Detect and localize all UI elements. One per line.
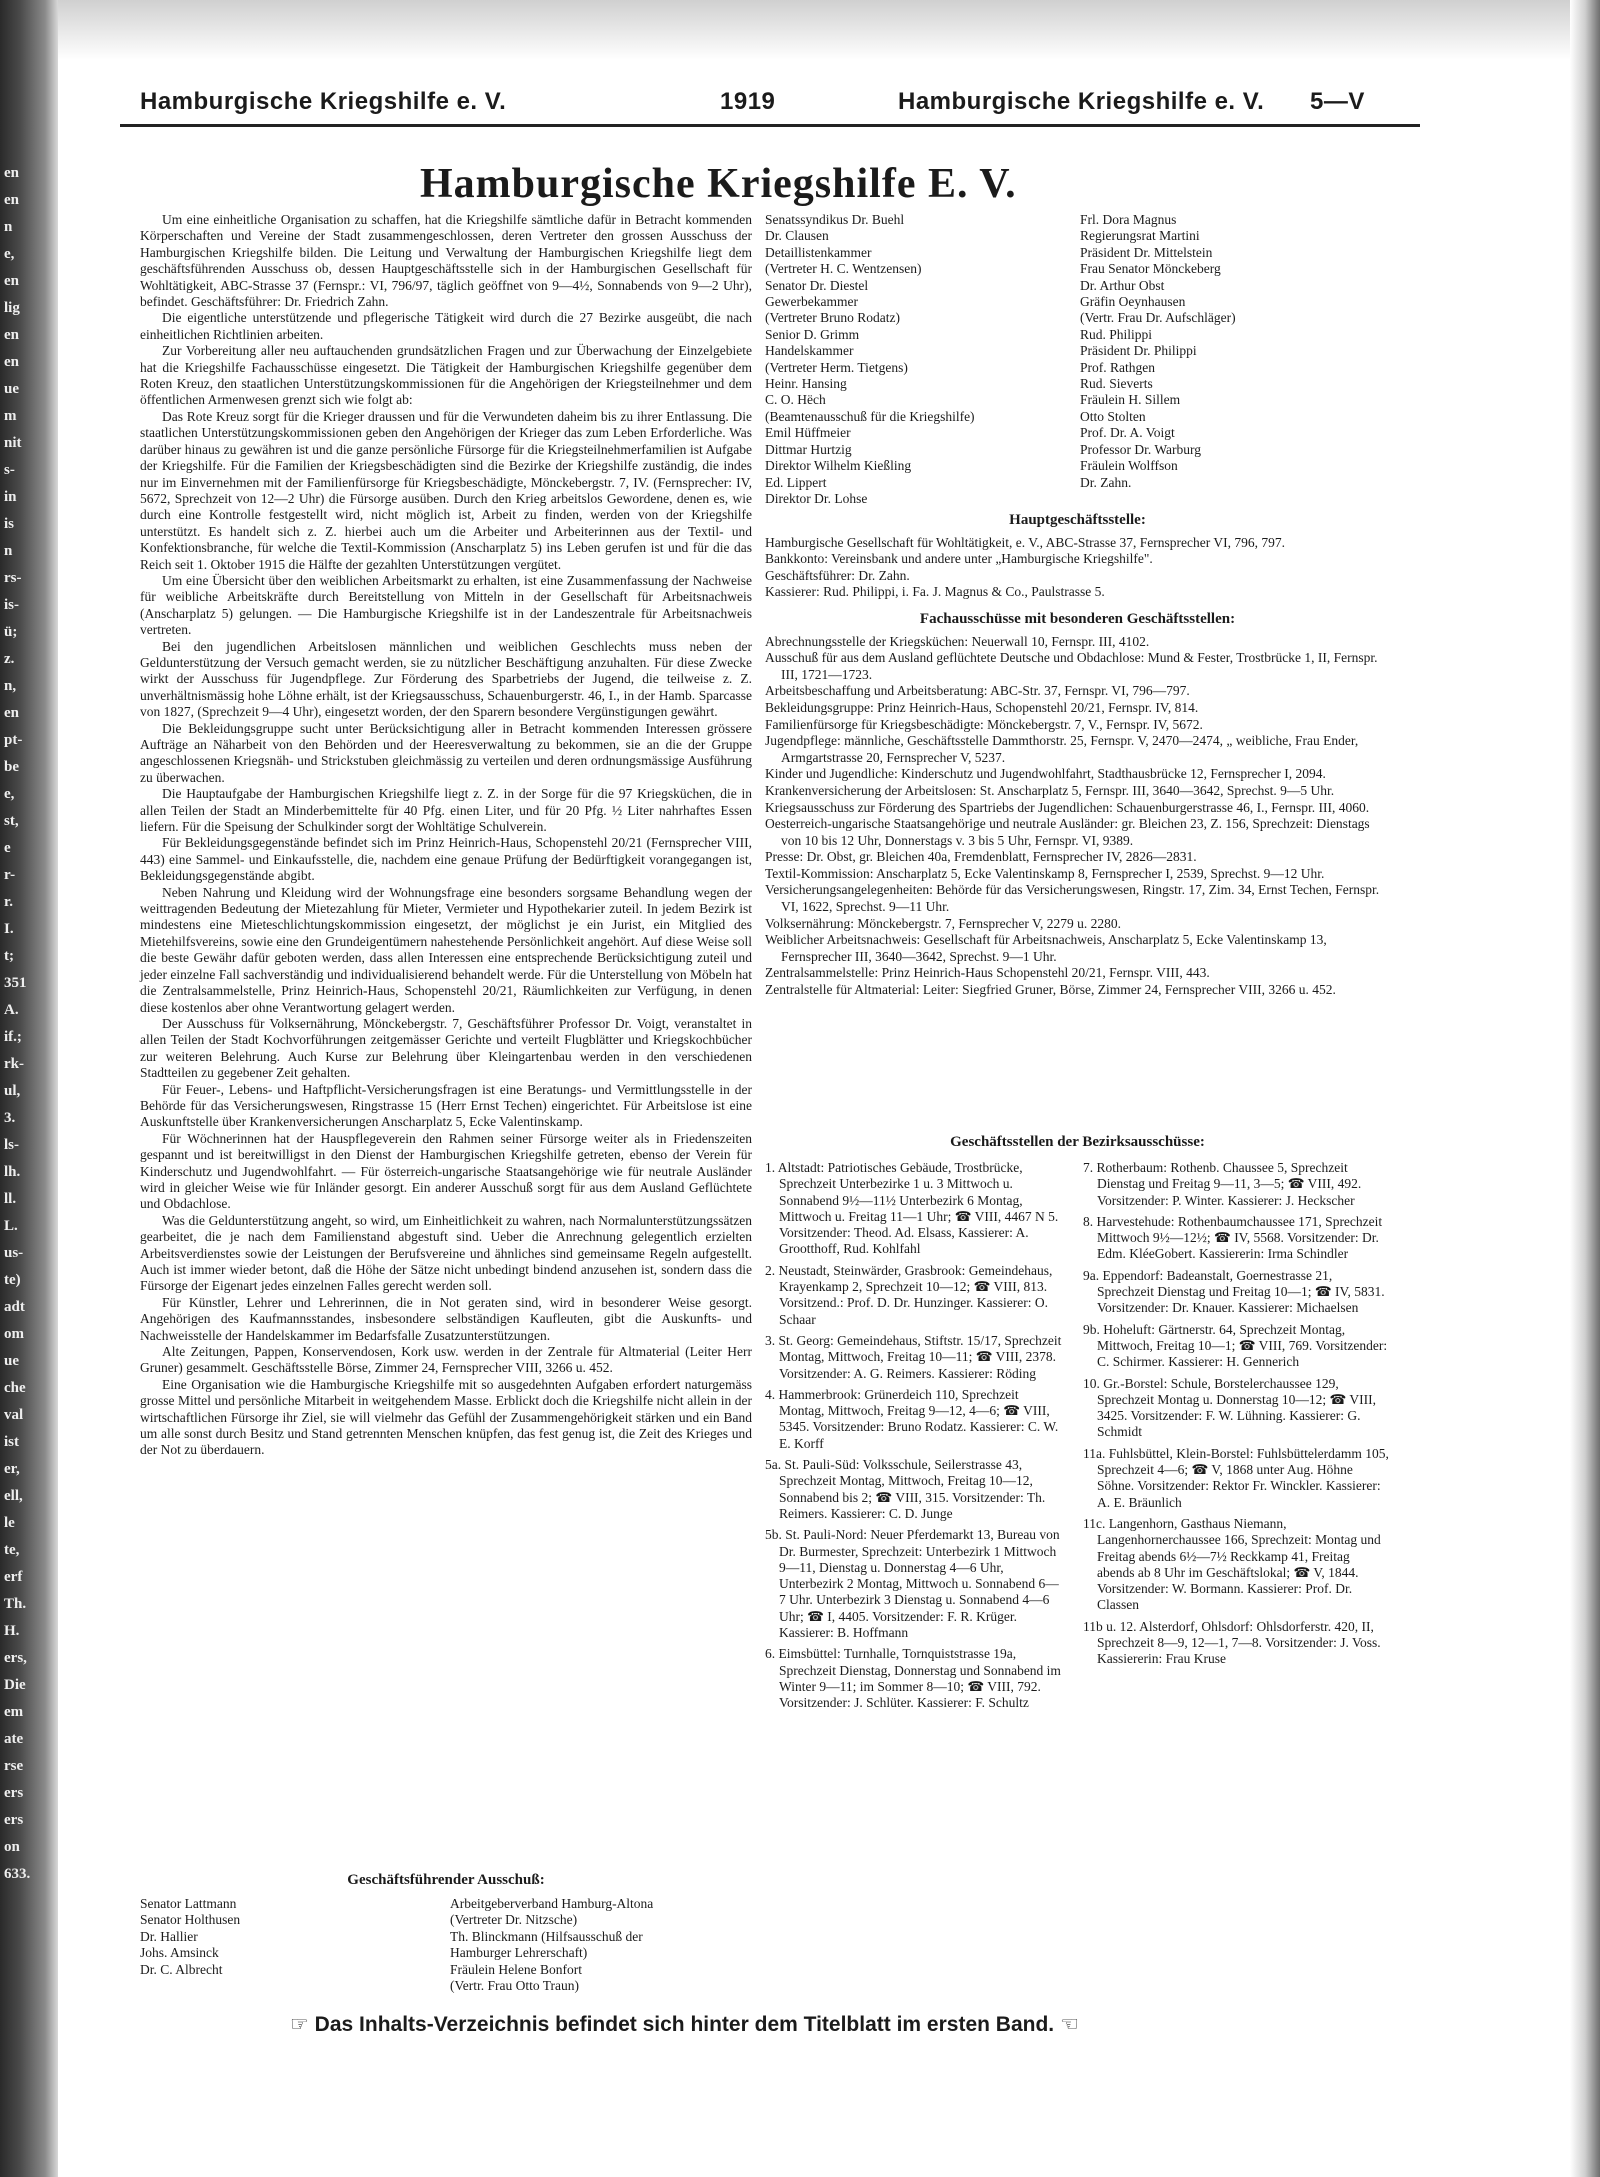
committee-entry: Arbeitsbeschaffung und Arbeitsberatung: ABC-Str. 37, Fernspr. VI, 796—797. — [765, 683, 1190, 699]
member-name: Rud. Sieverts — [1080, 376, 1153, 392]
prev-page-fragment: te, — [4, 1542, 20, 1558]
prev-page-fragment: che — [4, 1380, 26, 1396]
district-entry: 11c. Langenhorn, Gasthaus Niemann, Langenhornerchaussee 166, Sprechzeit: Montag und Freitag abends 6½—7½ Reckkamp 41, Freitag abends ab 8 Uhr im Geschäftslokal; ☎ V, 1844. Vorsitzender: W. Bormann. Kassierer: Prof. Dr. Classen — [1083, 1515, 1381, 1613]
prev-page-fragment: L. — [4, 1218, 18, 1234]
prev-page-fragment: ers — [4, 1812, 24, 1828]
prev-page-fragment: Die — [4, 1677, 26, 1693]
prev-page-fragment: ü; — [4, 624, 18, 640]
running-head-right: Hamburgische Kriegshilfe e. V. — [898, 88, 1265, 115]
pointing-hand-icon: ☞ — [290, 2013, 315, 2036]
member-name: C. O. Hëch — [765, 392, 826, 408]
prev-page-fragment: val — [4, 1407, 24, 1423]
committee-entry: Kriegsausschuss zur Förderung des Spartriebs der Jugendlichen: Schauenburgerstrasse 46, I., Fernspr. III, 4060. — [765, 799, 1370, 815]
prev-page-fragment: n, — [4, 678, 17, 694]
member-name: Dr. Zahn. — [1080, 474, 1132, 490]
prev-page-fragment: ll. — [4, 1191, 17, 1207]
prev-page-fragment: e, — [4, 786, 15, 802]
running-head-year: 1919 — [720, 88, 776, 115]
district-entry: 11a. Fuhlsbüttel, Klein-Borstel: Fuhlsbüttelerdamm 105, Sprechzeit 4—6; ☎ V, 1868 unter Aug. Höhne Söhne. Vorsitzender: Rektor Fr. Winckler. Kassierer: A. E. Bräunlich — [1083, 1445, 1389, 1510]
member-name: Otto Stolten — [1080, 408, 1146, 424]
member-name: Präsident Dr. Mittelstein — [1080, 244, 1213, 260]
prev-page-fragment: A. — [4, 1002, 19, 1018]
committee-entry: Volksernährung: Mönckebergstr. 7, Fernsprecher V, 2279 u. 2280. — [765, 915, 1121, 931]
prev-page-fragment: n — [4, 543, 13, 559]
committee-entry: Weiblicher Arbeitsnachweis: Gesellschaft für Arbeitsnachweis, Anscharplatz 5, Ecke Valentinskamp 13, Fernsprecher III, 3640—3642, Sprechst. 9—1 Uhr. — [765, 932, 1327, 964]
member-name: Prof. Rathgen — [1080, 359, 1155, 375]
prev-page-fragment: ist — [4, 1434, 19, 1450]
prev-page-fragment: nit — [4, 435, 22, 451]
prev-page-fragment: ue — [4, 381, 19, 397]
prev-page-fragment: H. — [4, 1623, 20, 1639]
paragraph: Die Bekleidungsgruppe sucht unter Berücksichtigung aller in Betracht kommenden Interessen grössere Aufträge an Näharbeit von den Behörden und der Heeresverwaltung zu bekommen, sie an die der Gruppe angeschlossenen Kriegsnäh- und Strickstuben gleichmässig zu verteilen und deren ordnungsmässige Ausführung zu überwachen. — [140, 720, 752, 785]
prev-page-fragment: r- — [4, 867, 16, 883]
gfa-member: Fräulein Helene Bonfort — [450, 1961, 582, 1977]
member-name: Frau Senator Mönckeberg — [1080, 261, 1221, 277]
district-entry: 1. Altstadt: Patriotisches Gebäude, Trostbrücke, Sprechzeit Unterbezirke 1 u. 3 Mittwoch u. Sonnabend 9½—11½ Unterbezirk 6 Montag, Mittwoch u. Freitag 11—1 Uhr; ☎ VIII, 4467 N 5. Vorsitzender: Theod. Ad. Elsass, Kassierer: A. Grootthoff, Rud. Kohlfahl — [765, 1160, 1059, 1257]
paragraph: Bei den jugendlichen Arbeitslosen männlichen und weiblichen Geschlechts muss neben der Geldunterstützung der Versuch gemacht werden, sie zu nützlicher Beschäftigung anzuhalten. Für diese Zwecke wirkt der Ausschuss für Jugendpflege. Zur Förderung des Sparbetriebs der Jugend, die teilweise z. Z. unverhältnismässig hohe Löhne erhält, ist der Kriegsausschuss, Schauenburgerstr. 46, I., in der Hamb. Sparcasse von 1827, (Sprechzeit 9—4 Uhr), eingesetzt worden, der den Sparern besondere Vergünstigungen gewährt. — [140, 638, 752, 720]
prev-page-fragment: n — [4, 219, 13, 235]
committee-entry: Familienfürsorge für Kriegsbeschädigte: Mönckebergstr. 7, V., Fernspr. IV, 5672. — [765, 716, 1203, 732]
gfa-member: Senator Holthusen — [140, 1912, 241, 1928]
prev-page-fragment: le — [4, 1515, 15, 1531]
prev-page-fragment: e, — [4, 246, 15, 262]
gfa-member: (Vertr. Frau Otto Traun) — [450, 1978, 579, 1994]
member-name: Emil Hüffmeier — [765, 425, 851, 441]
gfa-member: Dr. C. Albrecht — [140, 1961, 223, 1977]
prev-page-fragment: on — [4, 1839, 20, 1855]
prev-page-fragment: 351 — [4, 975, 27, 991]
district-entry: 5b. St. Pauli-Nord: Neuer Pferdemarkt 13, Bureau von Dr. Burmester, Sprechzeit: Unterbezirk 1 Mittwoch 9—11, Dienstag u. Donnerstag 4—6 Uhr, Unterbezirk 2 Montag, Mittwoch u. Sonnabend 6—7 Uhr. Unterbezirk 3 Dienstag u. Sonnabend 4—6 Uhr; ☎ I, 4405. Vorsitzender: F. R. Krüger. Kassierer: B. Hoffmann — [765, 1527, 1060, 1641]
prev-page-fragment: lh. — [4, 1164, 21, 1180]
paragraph: Das Rote Kreuz sorgt für die Krieger draussen und für die Verwundeten daheim bis zu ihrer Entlassung. Die staatlichen Unterstützungskommissionen geben den Angehörigen der Krieger das zum Leben Erforderliche. Was darüber hinaus zu gewähren ist und die ganze persönliche Fürsorge für die Kriegsteilnehmerfamilien ist Aufgabe der Kriegshilfe. Für die Familien der Kriegsbeschädigten sind die Bezirke der Kriegshilfe zuständig, die indes nur im Einvernehmen mit der Familienfürsorge für Kriegsbeschädigte, Mönckebergstr. 7, IV. (Fernsprecher: IV, 5672, Sprechzeit von 12—2 Uhr) die Fürsorge ausüben. Durch den Krieg arbeitslos Gewordene, denen es, wie durch eine Kontrolle festgestellt wird, nicht möglich ist, Arbeit zu finden, werden von der Kriegshilfe unterstützt. Es handelt sich z. Z. hierbei auch um die Arbeiter und Arbeiterinnen aus der Textil- und Konfektionsbranche, für welche die Textil-Kommission (Anscharplatz 5) ins Leben gerufen ist und für die das Reich seit 1. Oktober 1915 die Hälfte der gezahlten Unterstützungen vergütet. — [140, 408, 752, 572]
member-name: Senatssyndikus Dr. Buehl — [765, 212, 905, 227]
previous-page-edge — [0, 160, 56, 1960]
prev-page-fragment: in — [4, 489, 17, 505]
member-name: Dr. Arthur Obst — [1080, 277, 1165, 293]
member-name: Direktor Wilhelm Kießling — [765, 458, 912, 474]
district-entry: 5a. St. Pauli-Süd: Volksschule, Seilerstrasse 43, Sprechzeit Montag, Mittwoch, Freitag 10—12, Sonnabend bis 2; ☎ VIII, 315. Vorsitzender: Th. Reimers. Kassierer: C. D. Junge — [765, 1457, 1046, 1521]
prev-page-fragment: 633. — [4, 1866, 31, 1882]
paragraph: Für Bekleidungsgegenstände befindet sich im Prinz Heinrich-Haus, Schopenstehl 20/21 (Fernsprecher VIII, 443) eine Sammel- und Einkaufsstelle, die, nachdem eine genaue Prüfung der Bedürftigkeit vorangegangen ist, Bekleidungsgegenstände abgibt. — [140, 835, 752, 884]
committee-entry: Zentralstelle für Altmaterial: Leiter: Siegfried Gruner, Börse, Zimmer 24, Fernsprecher VIII, 3266 u. 452. — [765, 982, 1336, 998]
member-name: Frl. Dora Magnus — [1080, 212, 1177, 227]
member-name: Gräfin Oeynhausen — [1080, 294, 1186, 310]
member-name: Handelskammer — [765, 343, 854, 359]
top-shade — [58, 0, 1570, 60]
prev-page-fragment: ers — [4, 1785, 24, 1801]
member-name: Fräulein Wolffson — [1080, 458, 1178, 474]
member-name: Senior D. Grimm — [765, 326, 860, 342]
prev-page-fragment: t; — [4, 948, 14, 964]
bezirke-block — [765, 1134, 1390, 1711]
prev-page-fragment: en — [4, 165, 19, 181]
committee-entry: Abrechnungsstelle der Kriegsküchen: Neuerwall 10, Fernspr. III, 4102. — [765, 633, 1150, 649]
prev-page-fragment: adt — [4, 1299, 25, 1315]
member-name: (Vertreter H. C. Wentzensen) — [765, 261, 922, 277]
prev-page-fragment: en — [4, 327, 19, 343]
prev-page-fragment: s- — [4, 462, 15, 478]
bezirke-heading: Geschäftsstellen der Bezirksausschüsse: — [950, 1134, 1205, 1150]
prev-page-fragment: ls- — [4, 1137, 19, 1153]
prev-page-fragment: st, — [4, 813, 19, 829]
member-name: Direktor Dr. Lohse — [765, 490, 868, 506]
page-number: 5—V — [1310, 88, 1365, 115]
committee-entry: Presse: Dr. Obst, gr. Bleichen 40a, Fremdenblatt, Fernsprecher IV, 2826—2831. — [765, 849, 1197, 865]
district-entry: 2. Neustadt, Steinwärder, Grasbrook: Gemeindehaus, Krayenkamp 2, Sprechzeit 10—12; ☎ VIII, 813. Vorsitzend.: Prof. D. Dr. Hunzinger. Kassierer: O. Schaar — [765, 1262, 1053, 1327]
footer-text: Das Inhalts-Verzeichnis befindet sich hinter dem Titelblatt im ersten Band. — [314, 2013, 1055, 2036]
gfa-member: Arbeitgeberverband Hamburg-Altona — [450, 1896, 654, 1911]
prev-page-fragment: if.; — [4, 1029, 22, 1045]
gfa-block — [140, 1872, 752, 1994]
paragraph: Für Künstler, Lehrer und Lehrerinnen, die in Not geraten sind, wird in besonderer Weise gesorgt. Angehörigen des Kaufmannsstandes, insbesondere selbständigen Kaufleuten, gibt die Auskunfts- und Nachweisstelle der Handelskammer im Bedarfsfalle Zusatzunterstützungen. — [140, 1294, 752, 1343]
member-name: Gewerbekammer — [765, 294, 858, 310]
members-list-middle — [765, 212, 1065, 507]
gfa-member: (Vertreter Dr. Nitzsche) — [450, 1912, 578, 1928]
gfa-right-list — [450, 1896, 750, 1994]
gfa-left-list — [140, 1896, 440, 1978]
hauptgeschaeftsstelle-heading: Hauptgeschäftsstelle: — [1009, 512, 1146, 528]
member-name: Fräulein H. Sillem — [1080, 392, 1181, 408]
fachausschuesse-heading: Fachausschüsse mit besonderen Geschäftsstellen: — [919, 610, 1236, 627]
running-head-left: Hamburgische Kriegshilfe e. V. — [140, 88, 507, 115]
paragraph: Eine Organisation wie die Hamburgische Kriegshilfe mit so ausgedehnten Aufgaben erfordert naturgemäss grosse Mittel und persönliche Mitarbeit in weitgehendem Masse. Erblickt doch die Kriegshilfe nicht allein in der wirtschaftlichen Fürsorge ihr Ziel, sie will vielmehr das Gefühl der Zusammengehörigkeit stärken und ein Band um alle sonst durch Besitz und Stand getrennten Menschen knüpfen, das fest genug ist, die Zeit des Krieges und der Not zu überdauern. — [140, 1376, 752, 1458]
prev-page-fragment: lig — [4, 300, 20, 316]
gfa-member: Johs. Amsinck — [140, 1945, 219, 1961]
committee-entry: Krankenversicherung der Arbeitslosen: St. Anscharplatz 5, Fernspr. III, 3640—3642, Sprechst. 9—5 Uhr. — [765, 782, 1335, 798]
prev-page-fragment: is- — [4, 597, 19, 613]
committee-entry: Ausschuß für aus dem Ausland geflüchtete Deutsche und Obdachlose: Mund & Fester, Trostbrücke 1, II, Fernspr. III, 1721—1723. — [765, 650, 1378, 682]
district-entry: 8. Harvestehude: Rothenbaumchaussee 171, Sprechzeit Mittwoch 9½—12½; ☎ IV, 5568. Vorsitzender: Dr. Edm. KléeGobert. Kassiererin: Irma Schindler — [1083, 1213, 1383, 1262]
member-name: (Vertreter Herm. Tietgens) — [765, 359, 908, 375]
prev-page-fragment: be — [4, 759, 19, 775]
office-line: Hamburgische Gesellschaft für Wohltätigkeit, e. V., ABC-Strasse 37, Fernsprecher VI, 796, 797. — [765, 534, 1285, 550]
member-name: Detaillistenkammer — [765, 244, 872, 260]
district-entry: 9a. Eppendorf: Badeanstalt, Goernestrasse 21, Sprechzeit Dienstag und Freitag 10—1; ☎ IV, 5831. Vorsitzender: Dr. Knauer. Kassierer: Michaelsen — [1083, 1267, 1385, 1316]
member-name: Professor Dr. Warburg — [1080, 441, 1202, 457]
office-line: Kassierer: Rud. Philippi, i. Fa. J. Magnus & Co., Paulstrasse 5. — [765, 584, 1105, 600]
prev-page-fragment: om — [4, 1326, 24, 1342]
prev-page-fragment: I. — [4, 921, 14, 937]
district-entry: 10. Gr.-Borstel: Schule, Borstelerchaussee 129, Sprechzeit Montag u. Donnerstag 10—12; ☎ VIII, 3425. Vorsitzender: F. W. Lühning. Kassierer: G. Schmidt — [1083, 1375, 1377, 1440]
district-entry: 3. St. Georg: Gemeindehaus, Stiftstr. 15/17, Sprechzeit Montag, Mittwoch, Freitag 10—11; ☎ VIII, 2378. Vorsitzender: A. G. Reimers. Kassierer: Röding — [765, 1332, 1062, 1381]
gfa-heading: Geschäftsführender Ausschuß: — [347, 1872, 545, 1888]
member-name: Dr. Clausen — [765, 228, 829, 244]
pointing-hand-icon-right: ☜ — [1059, 2013, 1079, 2036]
office-line: Geschäftsführer: Dr. Zahn. — [765, 567, 910, 583]
member-name: (Vertr. Frau Dr. Aufschläger) — [1080, 310, 1236, 326]
paragraph: Der Ausschuss für Volksernährung, Mönckebergstr. 7, Geschäftsführer Professor Dr. Voigt, veranstaltet in allen Teilen der Stadt Kochvorführungen zeitgemässer Gerichte und verteilt Flugblätter und Kriegskochbücher zur weiteren Belehrung. Auch Kurse zur Belehrung über Kleingartenbau werden in den verschiedenen Stadtteilen zu gegebener Zeit gehalten. — [140, 1015, 752, 1081]
prev-page-fragment: e — [4, 840, 11, 856]
prev-page-fragment: erf — [4, 1569, 23, 1585]
district-entry: 11b u. 12. Alsterdorf, Ohlsdorf: Ohlsdorferstr. 420, II, Sprechzeit 8—9, 12—1, 7—8. Vorsitzender: J. Voss. Kassiererin: Frau Kruse — [1083, 1618, 1381, 1667]
prev-page-fragment: ate — [4, 1731, 24, 1747]
prev-page-fragment: er, — [4, 1461, 20, 1477]
page-title: Hamburgische Kriegshilfe E. V. — [420, 161, 1017, 207]
gfa-member: Hamburger Lehrerschaft) — [450, 1945, 588, 1961]
prev-page-fragment: ers, — [4, 1650, 27, 1666]
prev-page-fragment: rse — [4, 1758, 24, 1774]
prev-page-fragment: ue — [4, 1353, 19, 1369]
member-name: Senator Dr. Diestel — [765, 277, 869, 293]
prev-page-fragment: rk- — [4, 1056, 24, 1072]
prev-page-fragment: en — [4, 192, 19, 208]
committee-entry: Versicherungsangelegenheiten: Behörde für das Versicherungswesen, Ringstr. 17, Zim. 34, Ernst Techen, Fernspr. VI, 1622, Sprechst. 9—11 Uhr. — [765, 882, 1380, 915]
committee-entry: Oesterreich-ungarische Staatsangehörige und neutrale Ausländer: gr. Bleichen 23, Z. 156, Sprechzeit: Dienstags von 10 bis 12 Uhr, Donnerstags v. 3 bis 5 Uhr, Fernspr. VI, 9389. — [765, 816, 1370, 848]
prev-page-fragment: en — [4, 705, 19, 721]
gfa-member: Senator Lattmann — [140, 1896, 237, 1911]
committee-entry: Zentralsammelstelle: Prinz Heinrich-Haus Schopenstehl 20/21, Fernspr. VIII, 443. — [765, 965, 1210, 981]
paragraph: Zur Vorbereitung aller neu auftauchenden grundsätzlichen Fragen und zur Überwachung der Einzelgebiete hat die Kriegshilfe Fachausschüsse eingesetzt. Die Tätigkeit der Hamburgischen Kriegshilfe gegenüber dem Roten Kreuz, den staatlichen Unterstützungskommissionen für die Angehörigen der Kriegsteilnehmer und dem öffentlichen Armenwesen grenzt sich wie folgt ab: — [140, 343, 752, 408]
member-name: Ed. Lippert — [765, 474, 827, 490]
committee-entry: Jugendpflege: männliche, Geschäftsstelle Dammthorstr. 25, Fernspr. V, 2470—2474, „ weibliche, Frau Ender, Armgartstrasse 20, Fernsprecher V, 5237. — [765, 733, 1359, 765]
bezirke-left-column — [765, 1160, 1065, 1717]
district-entry: 6. Eimsbüttel: Turnhalle, Tornquiststrasse 19a, Sprechzeit Dienstag, Donnerstag und Sonnabend im Winter 9—11; im Sommer 8—10; ☎ VIII, 792. Vorsitzender: J. Schlüter. Kassierer: F. Schultz — [765, 1646, 1061, 1711]
prev-page-fragment: te) — [4, 1272, 21, 1288]
fachausschuesse-list — [765, 634, 1390, 999]
bezirke-right-column — [1083, 1160, 1390, 1673]
gfa-member: Dr. Hallier — [140, 1928, 198, 1944]
prev-page-fragment: em — [4, 1704, 24, 1720]
paragraph: Für Feuer-, Lebens- und Haftpflicht-Versicherungsfragen ist eine Beratungs- und Vermittlungsstelle in der Behörde für das Versicherungswesen, Ringstrasse 15 (Herr Ernst Techen) eingerichtet. Für Arbeitslose ist eine Auskunftstelle über Krankenversicherungen Anscharplatz 5, Ecke Valentinskamp. — [140, 1081, 752, 1130]
gfa-member: Th. Blinckmann (Hilfsausschuß der — [450, 1928, 643, 1944]
office-line: Bankkonto: Vereinsbank und andere unter „Hamburgische Kriegshilfe". — [765, 551, 1153, 567]
paragraph: Die eigentliche unterstützende und pflegerische Tätigkeit wird durch die 27 Bezirke ausgeübt, die nach einheitlichen Richtlinien arbeiten. — [140, 310, 752, 342]
district-entry: 7. Rotherbaum: Rothenb. Chaussee 5, Sprechzeit Dienstag und Freitag 9—11, 3—5; ☎ VIII, 492. Vorsitzender: P. Winter. Kassierer: J. Heckscher — [1083, 1160, 1362, 1208]
document-page — [120, 82, 1420, 2122]
committee-entry: Textil-Kommission: Anscharplatz 5, Ecke Valentinskamp 8, Fernsprecher I, 2539, Sprechst. 9—12 Uhr. — [765, 865, 1325, 881]
footer-note — [290, 2012, 1290, 2037]
committee-entry: Kinder und Jugendliche: Kinderschutz und Jugendwohlfahrt, Stadthausbrücke 12, Fernsprecher I, 2094. — [765, 766, 1326, 782]
district-entry: 4. Hammerbrook: Grünerdeich 110, Sprechzeit Montag, Mittwoch, Freitag 9—12, 4—6; ☎ VIII, 5345. Vorsitzender: Bruno Rodatz. Kassierer: C. W. E. Korff — [765, 1386, 1059, 1451]
paragraph: Neben Nahrung und Kleidung wird der Wohnungsfrage eine besonders sorgsame Behandlung wegen der weittragenden Bedeutung der Mietezahlung für Mieter, Vermieter und Hypothekarier zuteil. In jedem Bezirk ist mindestens eine Mieteschlichtungskommission eingesetzt, der möglichst je ein Jurist, ein Mitglied des Mietehilfsvereins, sowie eine den Grundeigentümern nahestehende Persönlichkeit angehört. Auf diese Weise soll die beste Gewähr dafür geboten werden, dass allen Interessen eine entsprechende Berücksichtigung zuteil und jeder einzelne Fall sachverständig und individualisierend behandelt werde. Für die Unterstellung von Möbeln hat die Zentralsammelstelle, Prinz Heinrich-Haus, Schopenstehl 20/21, Räumlichkeiten zur Verfügung, in denen diese kostenlos aber ohne Verantwortung gelagert werden. — [140, 884, 752, 1015]
member-name: Rud. Philippi — [1080, 326, 1153, 342]
prev-page-fragment: is — [4, 516, 15, 532]
prev-page-fragment: z. — [4, 651, 15, 667]
running-head — [120, 82, 1420, 127]
prev-page-fragment: Th. — [4, 1596, 27, 1612]
member-name: (Beamtenausschuß für die Kriegshilfe) — [765, 408, 975, 424]
prev-page-fragment: 3. — [4, 1110, 16, 1126]
prev-page-fragment: ell, — [4, 1488, 23, 1504]
paragraph: Was die Geldunterstützung angeht, so wird, um Einheitlichkeit zu wahren, nach Normalunterstützungssätzen gearbeitet, die je nach dem Familienstand abgestuft sind. Ueber die Anrechnung gelegentlich erzielten Arbeitsverdienstes sowie der Leistungen der Berufsvereine und ähnliches sind gemeinsame Regeln aufgestellt. Auch ist immer wieder betont, daß die Höhe der Sätze nicht unbedingt bindend anzusehen ist, sondern dass die Fürsorge der Eigenart jedes einzelnen Falles gerecht werden soll. — [140, 1212, 752, 1294]
main-text-column — [140, 212, 752, 1459]
member-name: Regierungsrat Martini — [1080, 228, 1200, 244]
paragraph: Die Hauptaufgabe der Hamburgischen Kriegshilfe liegt z. Z. in der Sorge für die 97 Kriegsküchen, die in allen Teilen der Stadt an Minderbemittelte für 40 Pfg. einen Liter, und für 20 Pfg. ½ Liter nahrhaftes Essen liefern. Für die Speisung der Schulkinder sorgt der Wohltätige Schulverein. — [140, 786, 752, 835]
offices-block — [765, 502, 1390, 999]
prev-page-fragment: en — [4, 273, 19, 289]
member-name: Prof. Dr. A. Voigt — [1080, 425, 1175, 441]
prev-page-fragment: rs- — [4, 570, 22, 586]
prev-page-fragment: pt- — [4, 732, 23, 748]
member-name: Präsident Dr. Philippi — [1080, 343, 1197, 359]
district-entry: 9b. Hoheluft: Gärtnerstr. 64, Sprechzeit Montag, Mittwoch, Freitag 10—1; ☎ VIII, 769. Vorsitzender: C. Schirmer. Kassierer: H. Gennerich — [1083, 1321, 1388, 1370]
member-name: Dittmar Hurtzig — [765, 441, 852, 457]
paragraph: Für Wöchnerinnen hat der Hauspflegeverein den Rahmen seiner Fürsorge weiter als in Friedenszeiten gespannt und ist bereitwilligst in den Dienst der Hamburgischen Kriegshilfe getreten, ebenso der Verein für Kinderschutz und Jugendwohlfahrt. — Für österreich-ungarische Staatsangehörige wie für neutrale Ausländer wird in gleicher Weise wie für Inländer gesorgt. Ein anderer Ausschuß sorgt für aus dem Ausland Geflüchtete und Obdachlose. — [140, 1130, 752, 1212]
prev-page-fragment: us- — [4, 1245, 24, 1261]
paragraph: Um eine Übersicht über den weiblichen Arbeitsmarkt zu erhalten, ist eine Zusammenfassung der Nachweise für weibliche Arbeitskräfte durch Bereitstellung von Mitteln in der Gesellschaft für Arbeitsnachweis (Anscharplatz 5) gelungen. — Die Hamburgische Kriegshilfe ist in der Landeszentrale für Arbeitsnachweis vertreten. — [140, 572, 752, 638]
prev-page-fragment: m — [4, 408, 17, 424]
committee-entry: Bekleidungsgruppe: Prinz Heinrich-Haus, Schopenstehl 20/21, Fernspr. IV, 814. — [765, 699, 1199, 715]
prev-page-fragment: r. — [4, 894, 14, 910]
hauptgeschaeftsstelle-lines — [765, 535, 1390, 601]
prev-page-fragment: en — [4, 354, 19, 370]
page-edge-shadow — [1570, 0, 1600, 2177]
prev-page-fragment: ul, — [4, 1083, 21, 1099]
paragraph: Um eine einheitliche Organisation zu schaffen, hat die Kriegshilfe sämtliche dafür in Betracht kommenden Körperschaften und Vereine der Stadt zusammengeschlossen, deren Vertreter den grossen Ausschuss der Hamburgischen Kriegshilfe bilden. Die Leitung und Verwaltung der Hamburgischen Kriegshilfe liegt dem geschäftsführenden Ausschuss ob, dessen Hauptgeschäftsstelle sich in der Hamburgischen Gesellschaft für Wohltätigkeit, ABC-Strasse 37 (Fernspr.: VI, 796/97, täglich geöffnet von 9—4½, Sonnabends von 9—2 Uhr), befindet. Geschäftsführer: Dr. Friedrich Zahn. — [140, 212, 752, 310]
member-name: Heinr. Hansing — [765, 376, 847, 392]
paragraph: Alte Zeitungen, Pappen, Konservendosen, Kork usw. werden in der Zentrale für Altmaterial (Leiter Herr Gruner) gesammelt. Geschäftsstelle Börse, Zimmer 24, Fernsprecher VIII, 3266 u. 452. — [140, 1344, 752, 1376]
member-name: (Vertreter Bruno Rodatz) — [765, 310, 900, 326]
members-list-right — [1080, 212, 1390, 491]
